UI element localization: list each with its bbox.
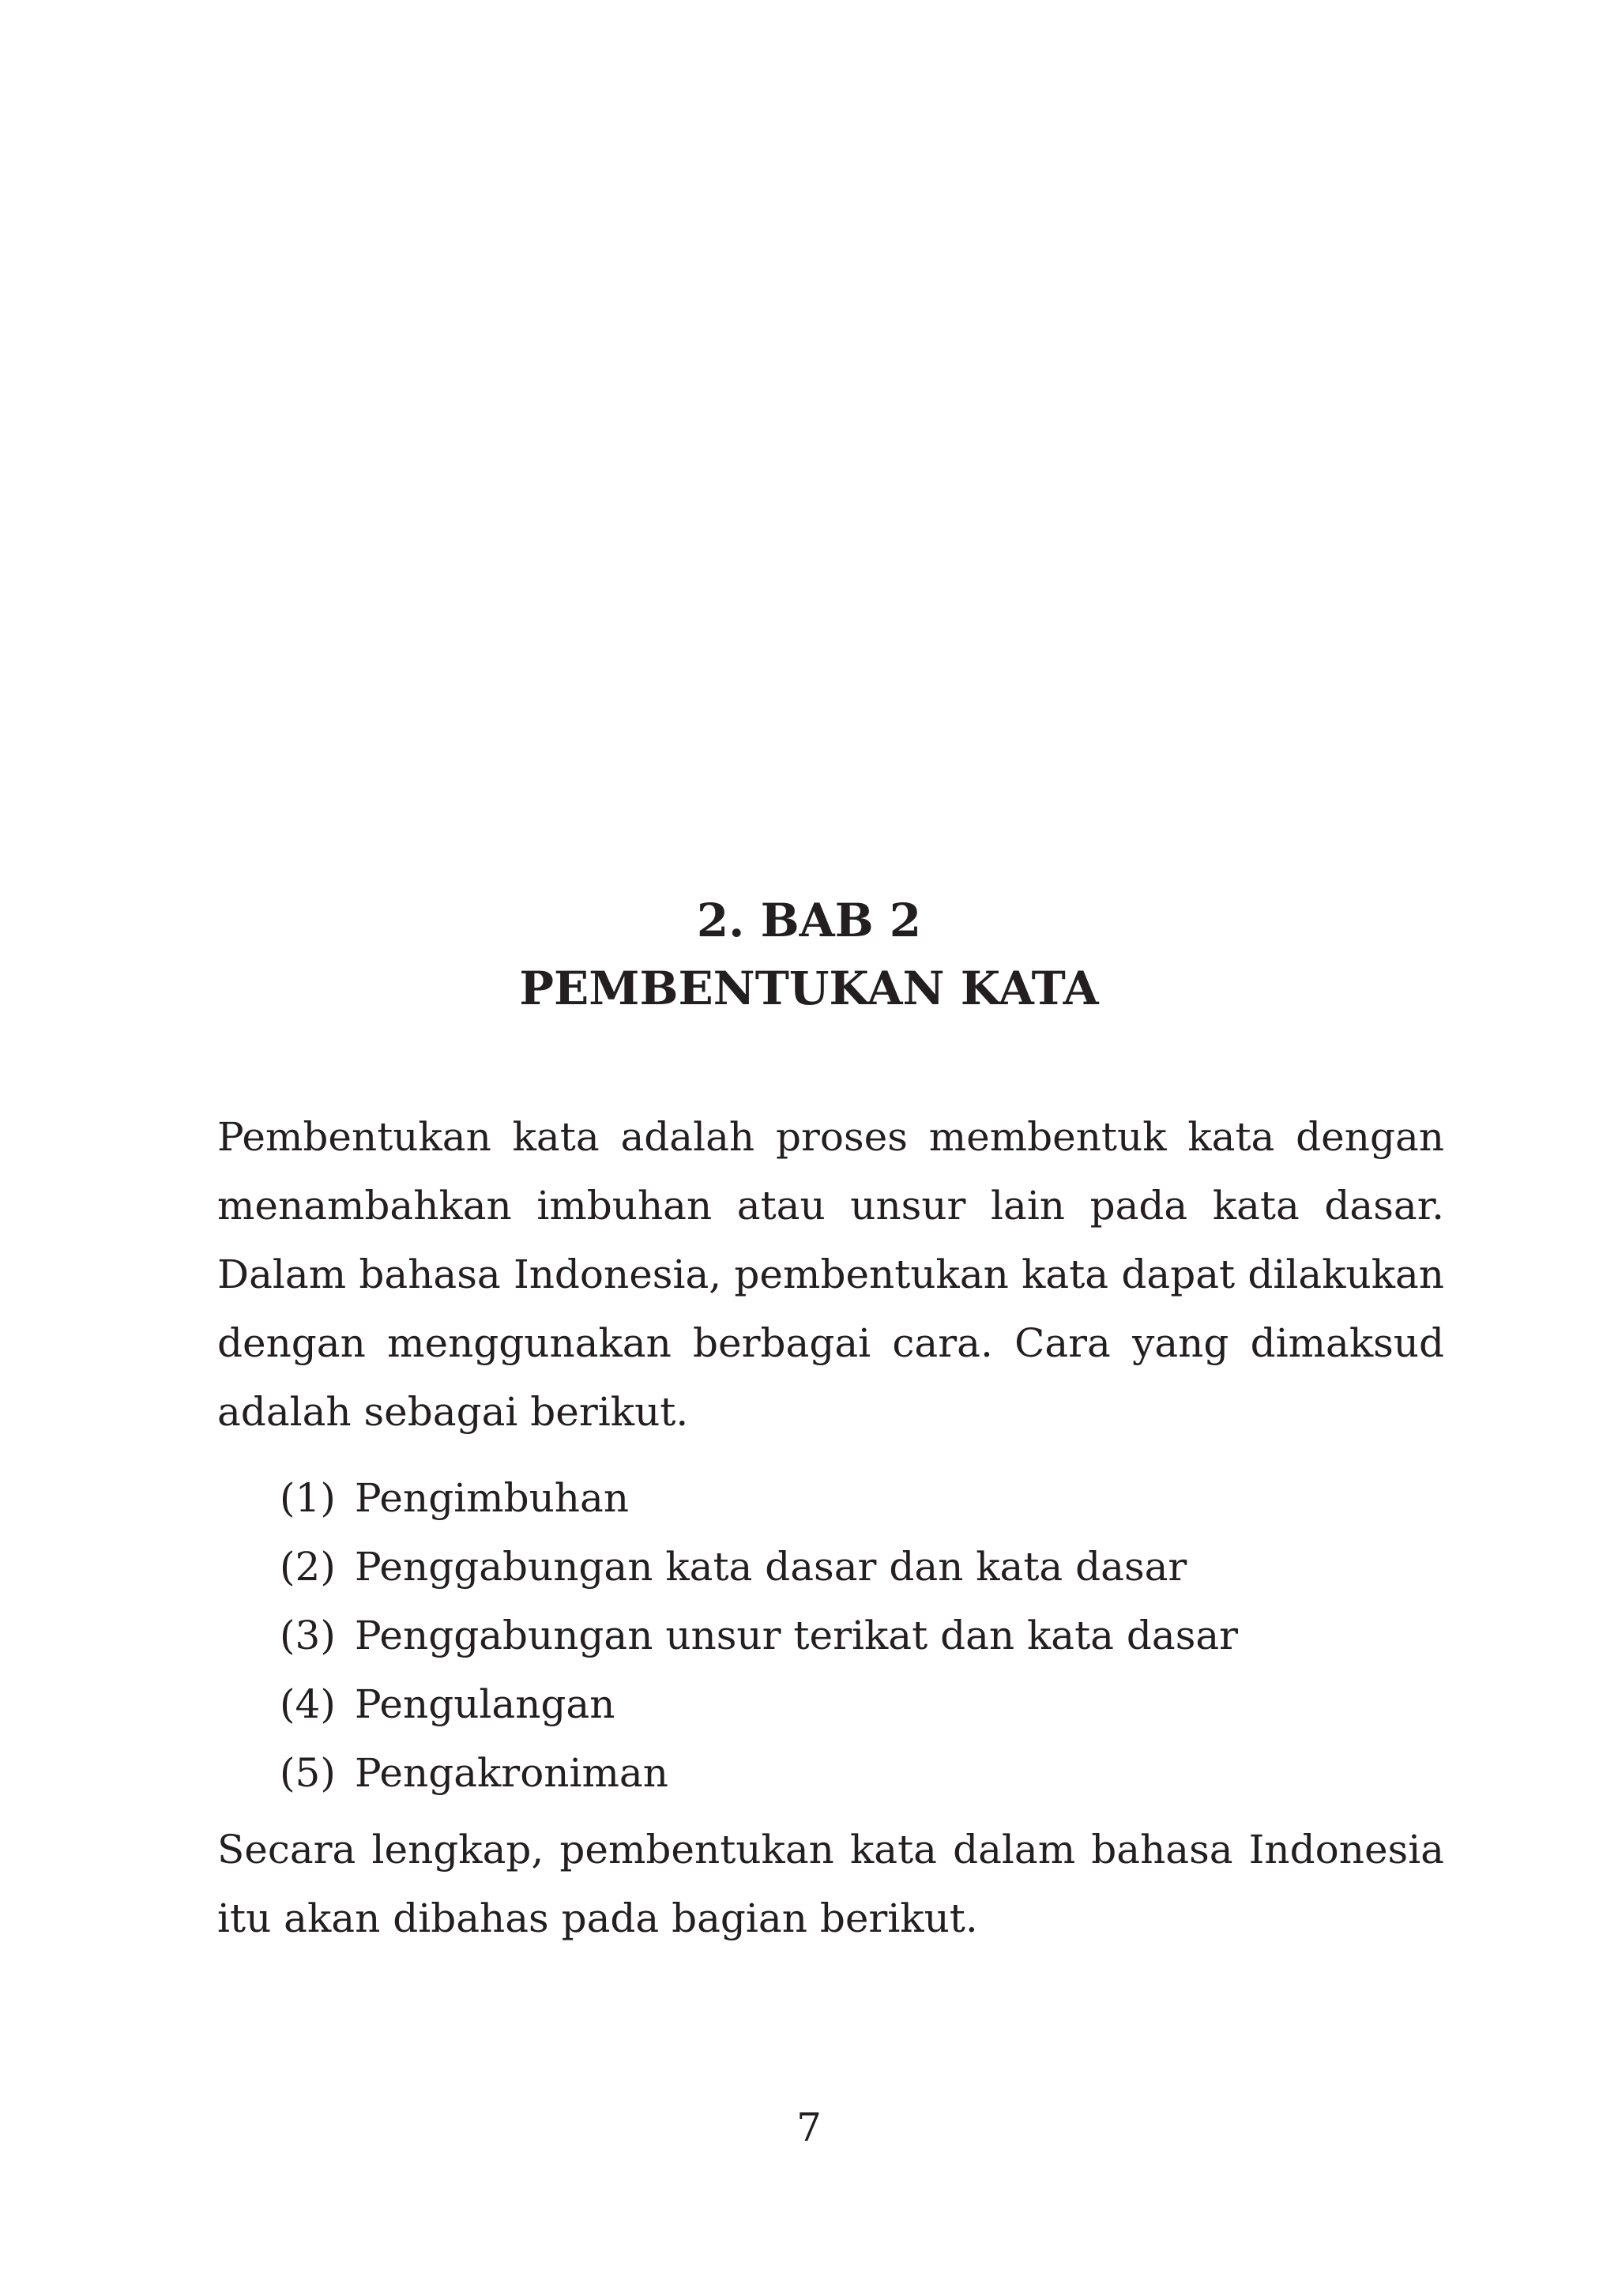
list-marker: (4) — [280, 1681, 336, 1727]
paragraph-line: dengan menggunakan berbagai cara. Cara yang dimaksud — [217, 1320, 1444, 1366]
list-item-text: Penggabungan kata dasar dan kata dasar — [355, 1544, 1187, 1590]
list-marker: (3) — [280, 1613, 336, 1658]
paragraph-line: menambahkan imbuhan atau unsur lain pada kata dasar. — [217, 1183, 1444, 1229]
chapter-number: 2. BAB 2 — [696, 894, 922, 947]
chapter-heading — [0, 886, 1618, 1022]
paragraph-line: Secara lengkap, pembentukan kata dalam bahasa Indonesia — [217, 1827, 1444, 1873]
list-item — [280, 1739, 1386, 1808]
list-item — [280, 1670, 1386, 1739]
list-item — [280, 1602, 1386, 1670]
chapter-title: PEMBENTUKAN KATA — [519, 962, 1099, 1015]
paragraph-line: adalah sebagai berikut. — [217, 1389, 689, 1435]
list-marker: (5) — [280, 1750, 336, 1796]
list-item-text: Pengimbuhan — [355, 1475, 630, 1521]
paragraph-line: Pembentukan kata adalah proses membentuk kata dengan — [217, 1114, 1444, 1160]
intro-paragraph — [217, 1103, 1444, 1447]
word-formation-list — [280, 1464, 1386, 1808]
page-number: 7 — [796, 2105, 822, 2151]
paragraph-line: Dalam bahasa Indonesia, pembentukan kata dapat dilakukan — [217, 1252, 1444, 1297]
list-marker: (1) — [280, 1475, 336, 1521]
list-marker: (2) — [280, 1544, 336, 1590]
list-item-text: Penggabungan unsur terikat dan kata dasar — [355, 1613, 1239, 1658]
closing-paragraph — [217, 1816, 1444, 1953]
list-item — [280, 1533, 1386, 1602]
list-item-text: Pengakroniman — [355, 1750, 668, 1796]
paragraph-line: itu akan dibahas pada bagian berikut. — [217, 1895, 978, 1941]
list-item — [280, 1464, 1386, 1533]
list-item-text: Pengulangan — [355, 1681, 615, 1727]
